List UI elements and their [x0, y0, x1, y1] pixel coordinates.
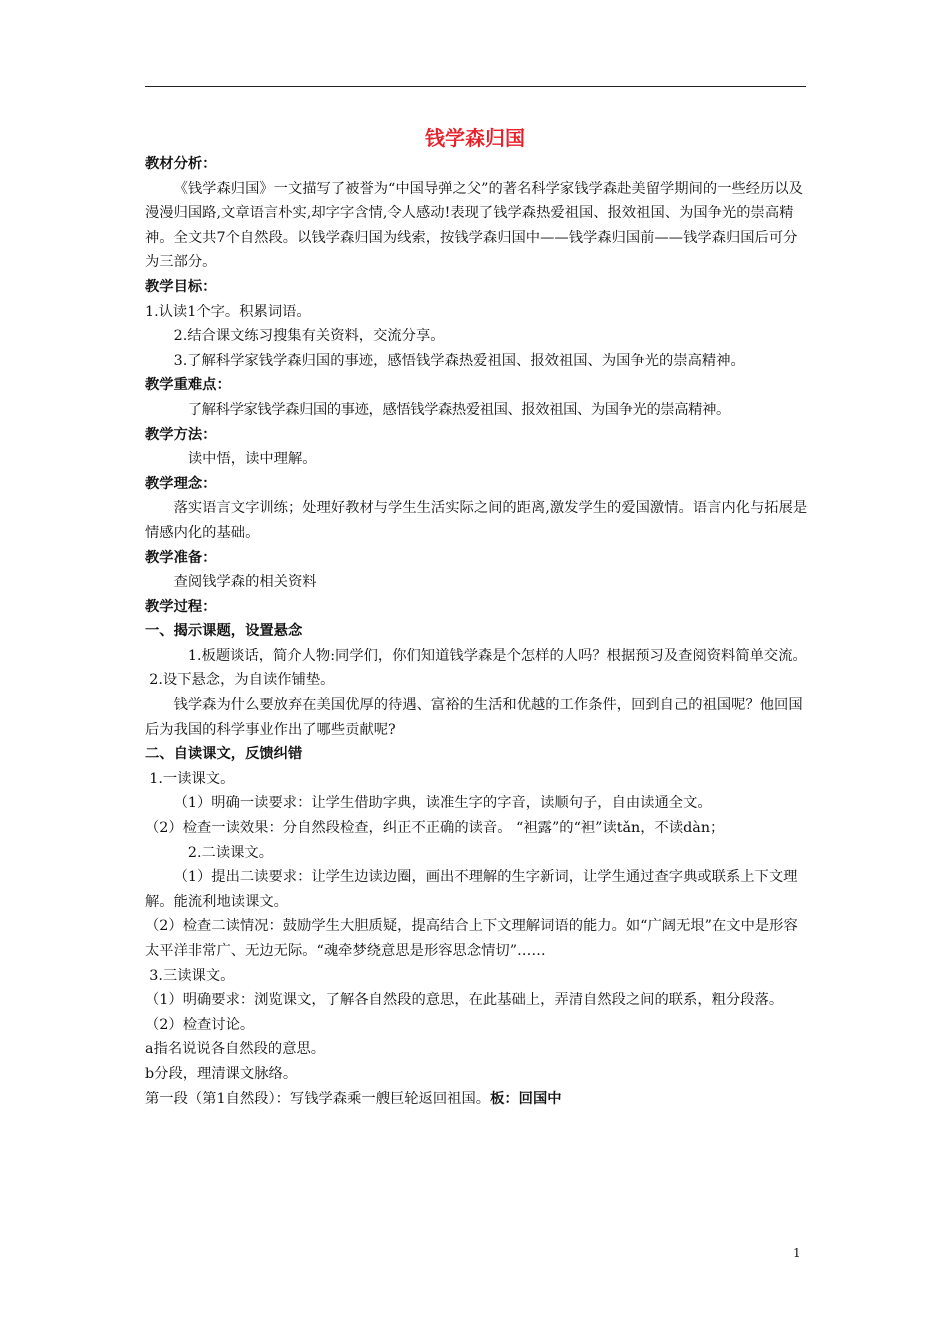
prep-paragraph: 查阅钱学森的相关资料: [173, 574, 317, 591]
analysis-paragraph: 《钱学森归国》一文描写了被誉为“中国导弹之父”的著名科学家钱学森赴美留学期间的一些经历以及漫漫归国路,文章语言朴实,却字字含情,令人感动!表现了钱学森热爱祖国、报效祖国、为国争光的崇高精神。全文共7个自然段。以钱学森归国为线索，按钱学森归国中——钱学森归国前——钱学森归国后可分为三部分。: [145, 180, 803, 271]
idea-paragraph: 落实语言文字训练；处理好教材与学生生活实际之间的距离,激发学生的爱国激情。语言内化与拓展是情感内化的基础。: [145, 500, 808, 541]
part-1-heading: 一、揭示课题，设置悬念: [145, 623, 303, 640]
page-number: 1: [793, 1246, 801, 1260]
board-note: 板：回国中: [490, 1090, 562, 1107]
section-heading-analysis: 教材分析：: [145, 156, 217, 172]
part-1-item-2: 2.设下悬念，为自读作铺垫。: [149, 672, 335, 689]
key-points-paragraph: 了解科学家钱学森归国的事迹，感悟钱学森热爱祖国、报效祖国、为国争光的崇高精神。: [187, 401, 730, 418]
part-2-item-3b: （2）检查讨论。: [145, 1016, 255, 1033]
goal-item-3: 3.了解科学家钱学森归国的事迹，感悟钱学森热爱祖国、报效祖国、为国争光的崇高精神。: [173, 352, 745, 369]
goal-item-2: 2.结合课文练习搜集有关资料，交流分享。: [173, 328, 445, 345]
part-1-item-1: 1.板题谈话，简介人物:同学们，你们知道钱学森是个怎样的人吗？根据预习及查阅资料简单交流。: [187, 647, 807, 664]
goal-item-1: 1.认读1个字。积累词语。: [145, 303, 311, 320]
part-2-item-3e-text: 第一段（第1自然段）：写钱学森乘一艘巨轮返回祖国。: [145, 1090, 491, 1107]
part-2-item-3e: [145, 1087, 809, 1112]
section-heading-method: 教学方法：: [145, 426, 217, 443]
section-heading-process: 教学过程：: [145, 598, 217, 615]
part-2-item-2b: （2）检查二读情况：鼓励学生大胆质疑，提高结合上下文理解词语的能力。如“广阔无垠”在文中是形容太平洋非常广、无边无际。“魂牵梦绕意思是形容思念情切”……: [145, 918, 798, 959]
part-2-item-3a: （1）明确要求：浏览课文，了解各自然段的意思，在此基础上，弄清自然段之间的联系，粗分段落。: [145, 992, 784, 1009]
part-2-item-1a: （1）明确一读要求：让学生借助字典，读准生字的字音，读顺句子，自由读通全文。: [173, 795, 712, 812]
part-2-item-2a: （1）提出二读要求：让学生边读边圈，画出不理解的生字新词，让学生通过查字典或联系上下文理解。能流利地读课文。: [145, 869, 798, 910]
part-2-item-3: 3.三读课文。: [149, 967, 235, 984]
section-heading-goals: 教学目标：: [145, 278, 217, 295]
part-2-item-1b: （2）检查一读效果：分自然段检查，纠正不正确的读音。 “袒露”的“袒”读tǎn，不读dàn；: [145, 820, 725, 837]
section-heading-idea: 教学理念：: [145, 475, 217, 492]
part-2-item-3d: b分段，理清课文脉络。: [145, 1065, 298, 1082]
part-2-item-3c: a指名说说各自然段的意思。: [145, 1041, 326, 1058]
part-2-item-1: 1.一读课文。: [149, 770, 235, 787]
section-heading-prep: 教学准备：: [145, 549, 217, 566]
part-2-heading: 二、自读课文，反馈纠错: [145, 746, 303, 763]
header-rule: [145, 86, 806, 87]
method-paragraph: 读中悟，读中理解。: [187, 451, 317, 468]
part-1-item-3: 钱学森为什么要放弃在美国优厚的待遇、富裕的生活和优越的工作条件，回到自己的祖国呢？他回国后为我国的科学事业作出了哪些贡献呢?: [145, 697, 803, 738]
part-2-item-2: 2.二读课文。: [187, 844, 274, 861]
document-body: [145, 152, 809, 1111]
document-title: 钱学森归国: [425, 126, 525, 150]
section-heading-key-points: 教学重难点：: [145, 377, 231, 394]
